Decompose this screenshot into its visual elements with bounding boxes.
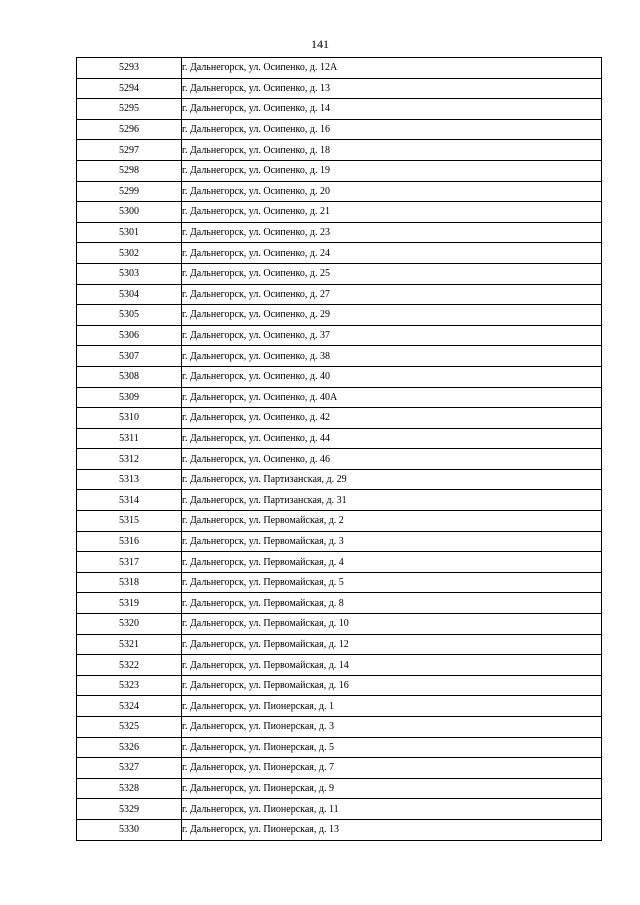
address-cell: г. Дальнегорск, ул. Осипенко, д. 46 <box>182 449 602 470</box>
row-number-cell: 5318 <box>77 572 182 593</box>
row-number-cell: 5327 <box>77 758 182 779</box>
row-number-cell: 5319 <box>77 593 182 614</box>
table-row <box>77 593 602 614</box>
table-row <box>77 552 602 573</box>
address-cell: г. Дальнегорск, ул. Первомайская, д. 5 <box>182 572 602 593</box>
table-row <box>77 758 602 779</box>
address-cell: г. Дальнегорск, ул. Осипенко, д. 38 <box>182 346 602 367</box>
table-row <box>77 469 602 490</box>
row-number-cell: 5323 <box>77 675 182 696</box>
address-cell: г. Дальнегорск, ул. Осипенко, д. 12А <box>182 58 602 79</box>
address-cell: г. Дальнегорск, ул. Первомайская, д. 10 <box>182 614 602 635</box>
table-row <box>77 717 602 738</box>
table-row <box>77 366 602 387</box>
address-cell: г. Дальнегорск, ул. Пионерская, д. 13 <box>182 819 602 840</box>
address-cell: г. Дальнегорск, ул. Первомайская, д. 3 <box>182 531 602 552</box>
row-number-cell: 5310 <box>77 408 182 429</box>
row-number-cell: 5296 <box>77 119 182 140</box>
address-cell: г. Дальнегорск, ул. Осипенко, д. 44 <box>182 428 602 449</box>
row-number-cell: 5301 <box>77 222 182 243</box>
row-number-cell: 5307 <box>77 346 182 367</box>
address-table-body <box>77 58 602 841</box>
table-row <box>77 449 602 470</box>
row-number-cell: 5325 <box>77 717 182 738</box>
row-number-cell: 5302 <box>77 243 182 264</box>
row-number-cell: 5303 <box>77 263 182 284</box>
row-number-cell: 5293 <box>77 58 182 79</box>
table-row <box>77 243 602 264</box>
row-number-cell: 5297 <box>77 140 182 161</box>
address-cell: г. Дальнегорск, ул. Пионерская, д. 5 <box>182 737 602 758</box>
row-number-cell: 5298 <box>77 160 182 181</box>
table-row <box>77 58 602 79</box>
table-row <box>77 490 602 511</box>
table-row <box>77 511 602 532</box>
table-row <box>77 634 602 655</box>
table-row <box>77 78 602 99</box>
row-number-cell: 5329 <box>77 799 182 820</box>
table-row <box>77 572 602 593</box>
table-row <box>77 305 602 326</box>
row-number-cell: 5312 <box>77 449 182 470</box>
table-row <box>77 160 602 181</box>
address-cell: г. Дальнегорск, ул. Осипенко, д. 19 <box>182 160 602 181</box>
address-cell: г. Дальнегорск, ул. Осипенко, д. 13 <box>182 78 602 99</box>
address-cell: г. Дальнегорск, ул. Осипенко, д. 27 <box>182 284 602 305</box>
row-number-cell: 5324 <box>77 696 182 717</box>
address-cell: г. Дальнегорск, ул. Осипенко, д. 20 <box>182 181 602 202</box>
address-cell: г. Дальнегорск, ул. Осипенко, д. 25 <box>182 263 602 284</box>
address-cell: г. Дальнегорск, ул. Первомайская, д. 16 <box>182 675 602 696</box>
address-cell: г. Дальнегорск, ул. Партизанская, д. 31 <box>182 490 602 511</box>
address-cell: г. Дальнегорск, ул. Пионерская, д. 9 <box>182 778 602 799</box>
table-row <box>77 387 602 408</box>
table-row <box>77 202 602 223</box>
address-cell: г. Дальнегорск, ул. Первомайская, д. 12 <box>182 634 602 655</box>
row-number-cell: 5295 <box>77 99 182 120</box>
row-number-cell: 5313 <box>77 469 182 490</box>
address-cell: г. Дальнегорск, ул. Осипенко, д. 21 <box>182 202 602 223</box>
table-row <box>77 346 602 367</box>
address-cell: г. Дальнегорск, ул. Осипенко, д. 40А <box>182 387 602 408</box>
table-row <box>77 614 602 635</box>
row-number-cell: 5322 <box>77 655 182 676</box>
address-cell: г. Дальнегорск, ул. Первомайская, д. 4 <box>182 552 602 573</box>
address-cell: г. Дальнегорск, ул. Осипенко, д. 37 <box>182 325 602 346</box>
row-number-cell: 5309 <box>77 387 182 408</box>
row-number-cell: 5317 <box>77 552 182 573</box>
row-number-cell: 5294 <box>77 78 182 99</box>
row-number-cell: 5328 <box>77 778 182 799</box>
row-number-cell: 5304 <box>77 284 182 305</box>
address-cell: г. Дальнегорск, ул. Пионерская, д. 11 <box>182 799 602 820</box>
table-row <box>77 531 602 552</box>
address-cell: г. Дальнегорск, ул. Осипенко, д. 29 <box>182 305 602 326</box>
table-row <box>77 140 602 161</box>
row-number-cell: 5314 <box>77 490 182 511</box>
address-cell: г. Дальнегорск, ул. Пионерская, д. 1 <box>182 696 602 717</box>
address-cell: г. Дальнегорск, ул. Осипенко, д. 24 <box>182 243 602 264</box>
table-row <box>77 696 602 717</box>
row-number-cell: 5321 <box>77 634 182 655</box>
row-number-cell: 5315 <box>77 511 182 532</box>
address-cell: г. Дальнегорск, ул. Осипенко, д. 16 <box>182 119 602 140</box>
address-cell: г. Дальнегорск, ул. Первомайская, д. 2 <box>182 511 602 532</box>
address-cell: г. Дальнегорск, ул. Первомайская, д. 14 <box>182 655 602 676</box>
table-row <box>77 428 602 449</box>
table-row <box>77 737 602 758</box>
address-cell: г. Дальнегорск, ул. Осипенко, д. 23 <box>182 222 602 243</box>
page-number: 141 <box>311 37 329 51</box>
table-row <box>77 675 602 696</box>
address-cell: г. Дальнегорск, ул. Осипенко, д. 18 <box>182 140 602 161</box>
address-cell: г. Дальнегорск, ул. Осипенко, д. 40 <box>182 366 602 387</box>
table-row <box>77 119 602 140</box>
table-row <box>77 408 602 429</box>
row-number-cell: 5306 <box>77 325 182 346</box>
table-row <box>77 263 602 284</box>
row-number-cell: 5308 <box>77 366 182 387</box>
table-row <box>77 222 602 243</box>
address-cell: г. Дальнегорск, ул. Осипенко, д. 14 <box>182 99 602 120</box>
address-cell: г. Дальнегорск, ул. Партизанская, д. 29 <box>182 469 602 490</box>
table-row <box>77 99 602 120</box>
row-number-cell: 5326 <box>77 737 182 758</box>
row-number-cell: 5305 <box>77 305 182 326</box>
table-row <box>77 778 602 799</box>
table-row <box>77 819 602 840</box>
row-number-cell: 5300 <box>77 202 182 223</box>
row-number-cell: 5299 <box>77 181 182 202</box>
row-number-cell: 5320 <box>77 614 182 635</box>
address-cell: г. Дальнегорск, ул. Первомайская, д. 8 <box>182 593 602 614</box>
address-cell: г. Дальнегорск, ул. Пионерская, д. 3 <box>182 717 602 738</box>
row-number-cell: 5311 <box>77 428 182 449</box>
table-row <box>77 799 602 820</box>
address-cell: г. Дальнегорск, ул. Осипенко, д. 42 <box>182 408 602 429</box>
table-row <box>77 284 602 305</box>
table-row <box>77 325 602 346</box>
row-number-cell: 5330 <box>77 819 182 840</box>
row-number-cell: 5316 <box>77 531 182 552</box>
address-cell: г. Дальнегорск, ул. Пионерская, д. 7 <box>182 758 602 779</box>
table-row <box>77 181 602 202</box>
address-table <box>76 57 602 841</box>
table-row <box>77 655 602 676</box>
